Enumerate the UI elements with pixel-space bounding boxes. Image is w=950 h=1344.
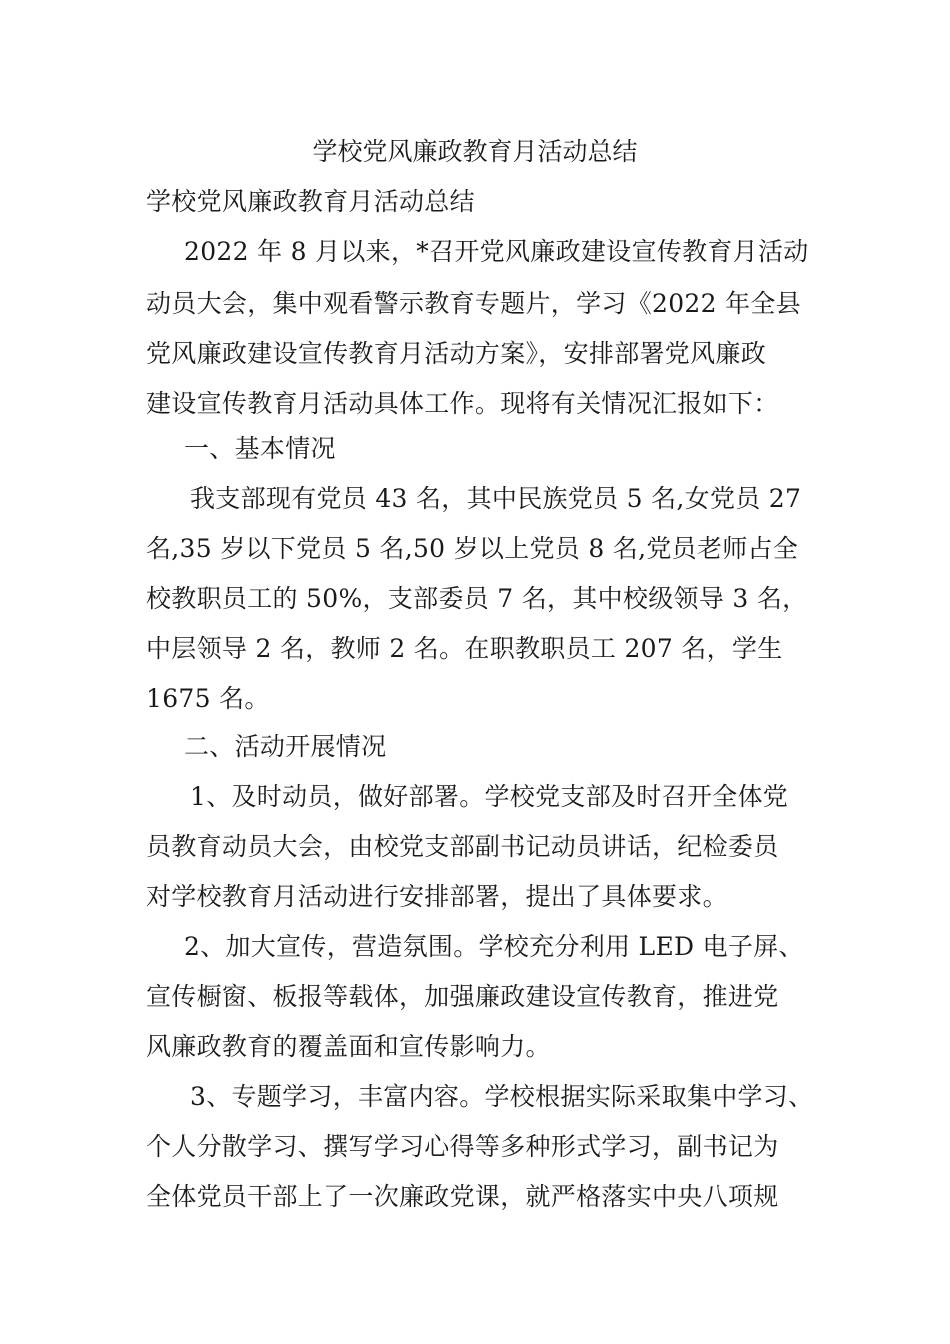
activity-item-line: 员教育动员大会，由校党支部副书记动员讲话，纪检委员 (146, 832, 779, 861)
activity-item-line: 个人分散学习、撰写学习心得等多种形式学习，副书记为 (146, 1132, 779, 1161)
intro-paragraph-line: 2022 年 8 月以来，*召开党风廉政建设宣传教育月活动 (184, 237, 809, 266)
activity-item-line: 3、专题学习，丰富内容。学校根据实际采取集中学习、 (190, 1082, 814, 1111)
basic-info-line: 1675 名。 (146, 684, 270, 713)
section-heading: 二、活动开展情况 (184, 732, 387, 761)
intro-paragraph-line: 建设宣传教育月活动具体工作。现将有关情况汇报如下： (146, 389, 779, 418)
activity-item-line: 对学校教育月活动进行安排部署，提出了具体要求。 (146, 882, 728, 911)
basic-info-line: 校教职员工的 50%，支部委员 7 名，其中校级领导 3 名， (146, 584, 808, 613)
basic-info-line: 名,35 岁以下党员 5 名,50 岁以上党员 8 名,党员老师占全 (146, 534, 799, 563)
intro-paragraph-line: 党风廉政建设宣传教育月活动方案》，安排部署党风廉政 (146, 339, 767, 368)
activity-item-line: 风廉政教育的覆盖面和宣传影响力。 (146, 1032, 551, 1061)
subtitle-line: 学校党风廉政教育月活动总结 (146, 187, 475, 216)
document-title: 学校党风廉政教育月活动总结 (312, 137, 638, 166)
basic-info-line: 我支部现有党员 43 名，其中民族党员 5 名,女党员 27 (190, 484, 802, 513)
intro-paragraph-line: 动员大会，集中观看警示教育专题片，学习《2022 年全县 (146, 289, 801, 318)
activity-item-line: 全体党员干部上了一次廉政党课，就严格落实中央八项规 (146, 1182, 779, 1211)
activity-item-line: 宣传橱窗、板报等载体，加强廉政建设宣传教育，推进党 (146, 982, 779, 1011)
basic-info-line: 中层领导 2 名，教师 2 名。在职教职员工 207 名，学生 (146, 634, 783, 663)
activity-item-line: 1、及时动员，做好部署。学校党支部及时召开全体党 (190, 782, 789, 811)
activity-item-line: 2、加大宣传，营造氛围。学校充分利用 LED 电子屏、 (184, 932, 804, 961)
section-heading: 一、基本情况 (184, 434, 336, 463)
